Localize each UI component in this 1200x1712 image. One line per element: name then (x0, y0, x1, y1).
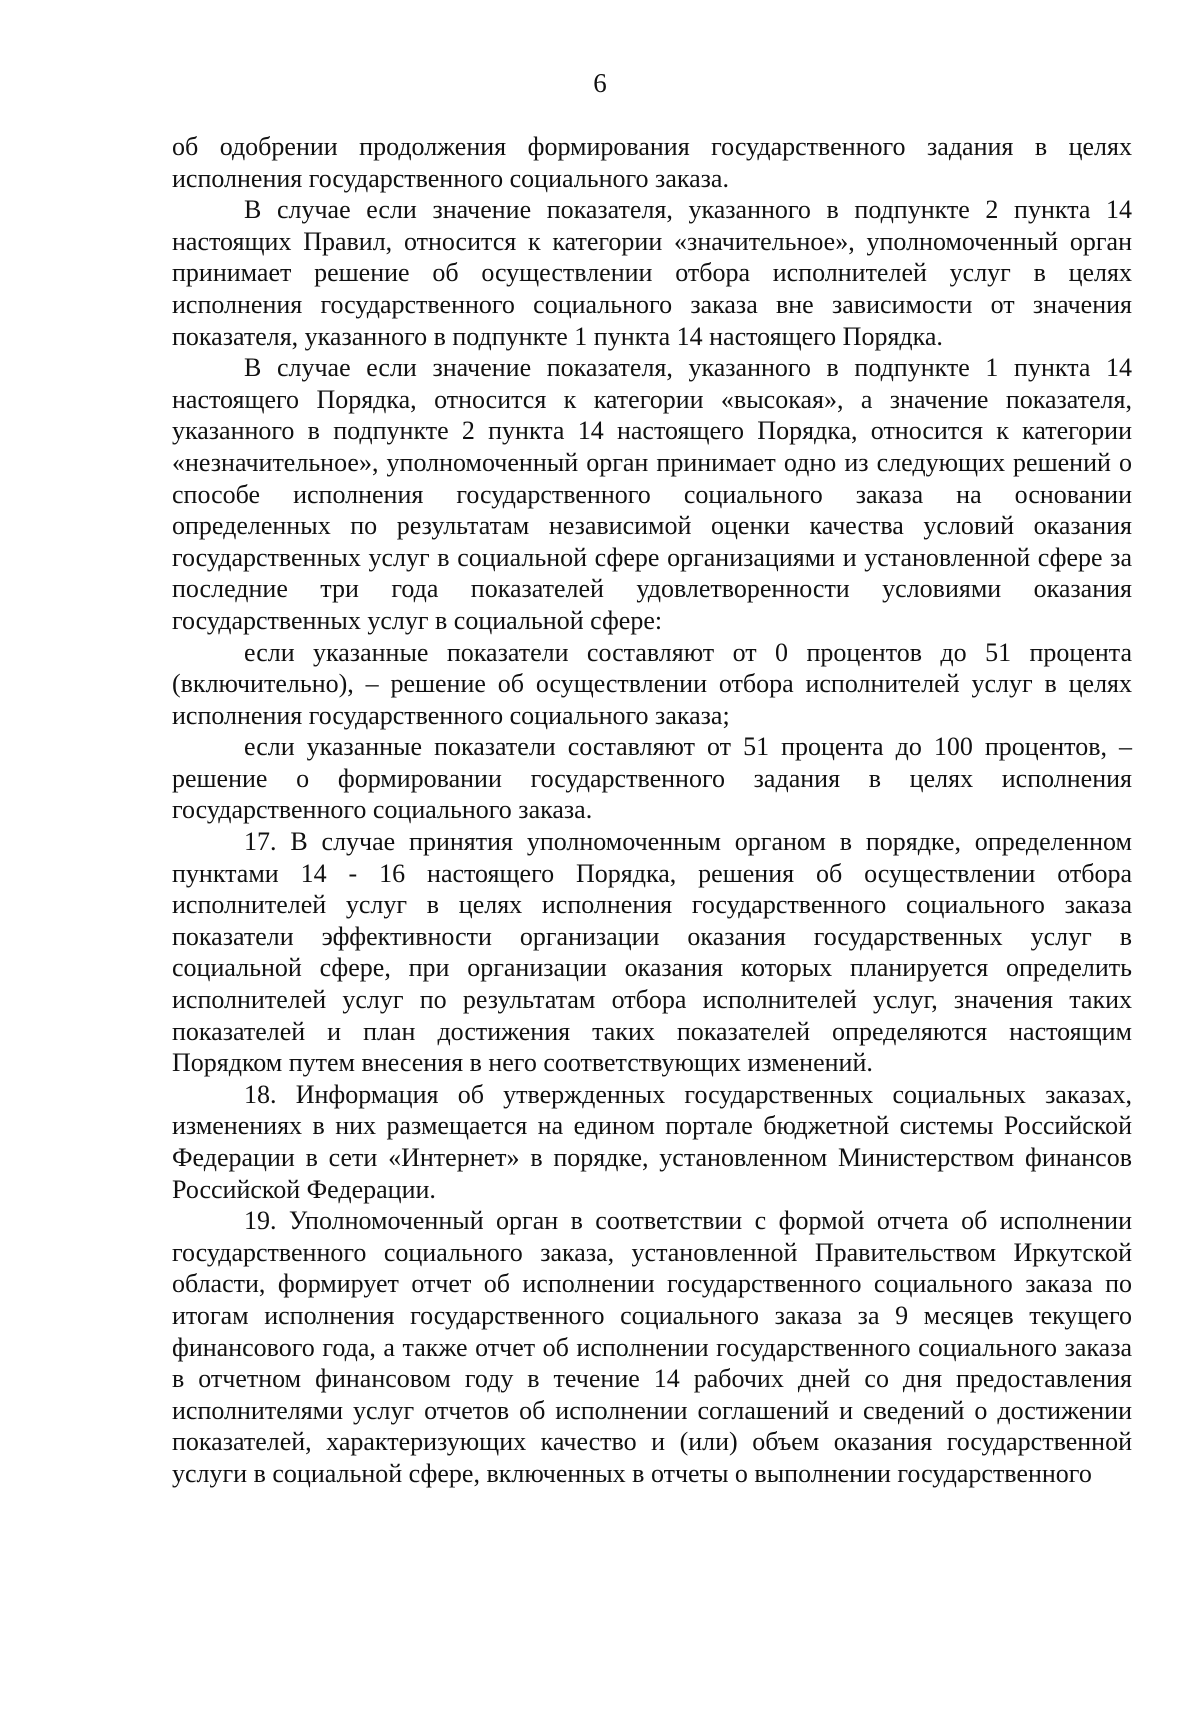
page-number: 6 (593, 68, 607, 98)
paragraph-continuation: об одобрении продолжения формирования государственного задания в целях исполнения государственного социального заказа. (172, 132, 1132, 193)
paragraph-item-17: 17. В случае принятия уполномоченным органом в порядке, определенном пунктами 14 - 16 настоящего Порядка, решения об осуществлении отбора исполнителей услуг в целях исполнения государственного социального заказа показатели эффективности организации оказания государственных услуг в социальной сфере, при организации оказания которых планируется определить исполнителей услуг по результатам отбора исполнителей услуг, значения таких показателей и план достижения таких показателей определяются настоящим Порядком путем внесения в него соответствующих изменений. (172, 827, 1132, 1078)
paragraph-high-category: В случае если значение показателя, указанного в подпункте 1 пункта 14 настоящего Порядка, относится к категории «высокая», а значение показателя, указанного в подпункте 2 пункта 14 настоящего Порядка, относится к категории «незначительное», уполномоченный орган принимает одно из следующих решений о способе исполнения государственного социального заказа на основании определенных по результатам независимой оценки качества условий оказания государственных услуг в социальной сфере организациями и установленной сфере за последние три года показателей удовлетворенности условиями оказания государственных услуг в социальной сфере: (172, 353, 1132, 635)
paragraph-option-0-51: если указанные показатели составляют от 0 процентов до 51 процента (включительно), – решение об осуществлении отбора исполнителей услуг в целях исполнения государственного социального заказа; (172, 637, 1132, 730)
paragraph-option-51-100: если указанные показатели составляют от 51 процента до 100 процентов, – решение о формировании государственного задания в целях исполнения государственного социального заказа. (172, 732, 1132, 825)
document-body (172, 131, 1132, 1490)
paragraph-item-19: 19. Уполномоченный орган в соответствии с формой отчета об исполнении государственного социального заказа, установленной Правительством Иркутской области, формирует отчет об исполнении государственного социального заказа по итогам исполнения государственного социального заказа за 9 месяцев текущего финансового года, а также отчет об исполнении государственного социального заказа в отчетном финансовом году в течение 14 рабочих дней со дня предоставления исполнителями услуг отчетов об исполнении соглашений и сведений о достижении показателей, характеризующих качество и (или) объем оказания государственной услуги в социальной сфере, включенных в отчеты о выполнении государственного (172, 1206, 1132, 1488)
paragraph-significant-category: В случае если значение показателя, указанного в подпункте 2 пункта 14 настоящих Правил, относится к категории «значительное», уполномоченный орган принимает решение об осуществлении отбора исполнителей услуг в целях исполнения государственного социального заказа вне зависимости от значения показателя, указанного в подпункте 1 пункта 14 настоящего Порядка. (172, 195, 1132, 351)
paragraph-item-18: 18. Информация об утвержденных государственных социальных заказах, изменениях в них размещается на едином портале бюджетной системы Российской Федерации в сети «Интернет» в порядке, установленном Министерством финансов Российской Федерации. (172, 1079, 1132, 1204)
